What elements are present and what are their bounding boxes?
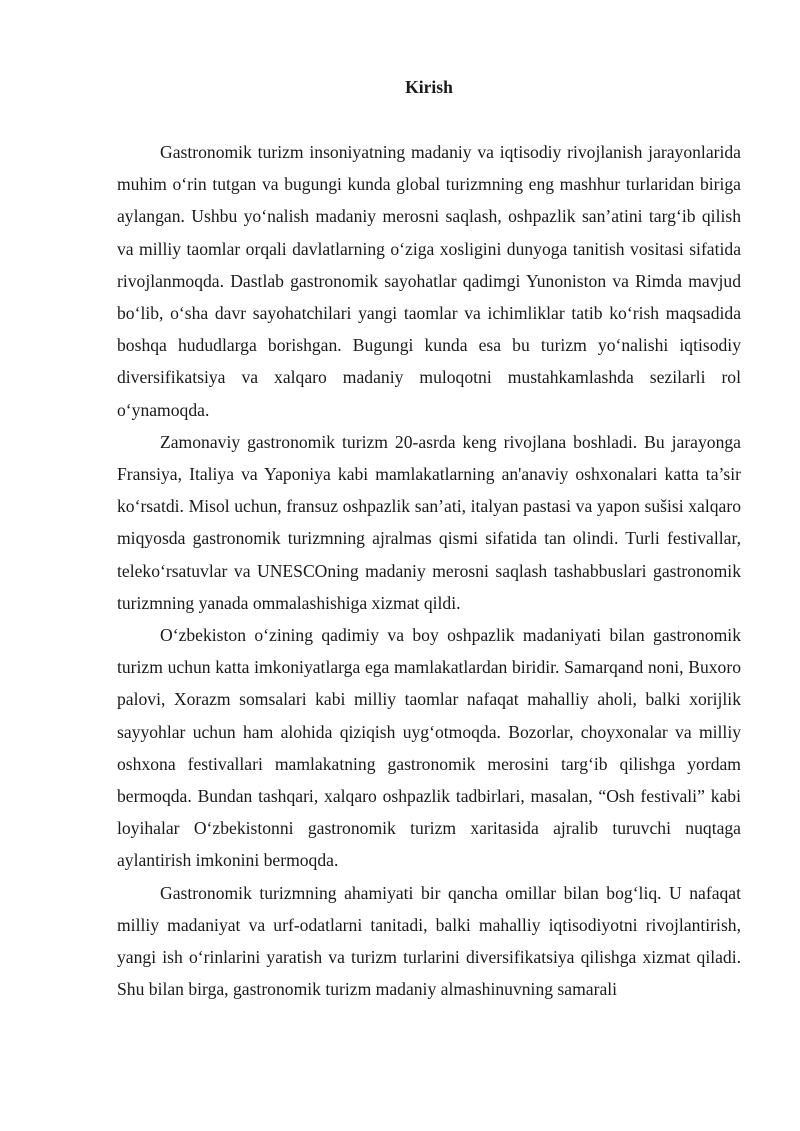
paragraph-importance: Gastronomik turizmning ahamiyati bir qancha omillar bilan bog‘liq. U nafaqat milliy madaniyat va urf-odatlarni tanitadi, balki mahalliy iqtisodiyotni rivojlantirish, yangi ish o‘rinlarini yaratish va turizm turlarini diversifikatsiya qilishga xizmat qiladi. Shu bilan birga, gastronomik turizm madaniy almashinuvning samarali [117, 882, 741, 1000]
paragraph-uzbekistan: O‘zbekiston o‘zining qadimiy va boy oshpazlik madaniyati bilan gastronomik turizm uchun katta imkoniyatlarga ega mamlakatlardan biridir. Samarqand noni, Buxoro palovi, Xorazm somsalari kabi milliy taomlar nafaqat mahalliy aholi, balki xorijlik sayyohlar uchun ham alohida qiziqish uyg‘otmoqda. Bozorlar, choyxonalar va milliy oshxona festivallari mamlakatning gastronomik merosini targ‘ib qilishga yordam bermoqda. Bundan tashqari, xalqaro oshpazlik tadbirlari, masalan, “Osh festivali” kabi loyihalar O‘zbekistonni gastronomik turizm xaritasida ajralib turuvchi nuqtaga aylantirish imkonini bermoqda. [117, 625, 741, 871]
paragraph-intro: Gastronomik turizm insoniyatning madaniy va iqtisodiy rivojlanish jarayonlarida muhim o‘rin tutgan va bugungi kunda global turizmning eng mashhur turlaridan biriga aylangan. Ushbu yo‘nalish madaniy merosni saqlash, oshpazlik san’atini targ‘ib qilish va milliy taomlar orqali davlatlarning o‘ziga xosligini dunyoga tanitish vositasi sifatida rivojlanmoqda. Dastlab gastronomik sayohatlar qadimgi Yunoniston va Rimda mavjud bo‘lib, o‘sha davr sayohatchilari yangi taomlar va ichimliklar tatib ko‘rish maqsadida boshqa hududlarga borishgan. Bugungi kunda esa bu turizm yo‘nalishi iqtisodiy diversifikatsiya va xalqaro madaniy muloqotni mustahkamlashda sezilarli rol o‘ynamoqda. [117, 142, 741, 420]
document-body [117, 136, 741, 1005]
paragraph-modern-tourism: Zamonaviy gastronomik turizm 20-asrda keng rivojlana boshladi. Bu jarayonga Fransiya, Italiya va Yaponiya kabi mamlakatlarning an'anaviy oshxonalari katta ta’sir ko‘rsatdi. Misol uchun, fransuz oshpazlik san’ati, italyan pastasi va yapon sušisi xalqaro miqyosda gastronomik turizmning ajralmas qismi sifatida tan olindi. Turli festivallar, teleko‘rsatuvlar va UNESCOning madaniy merosni saqlash tashabbuslari gastronomik turizmning yanada ommalashishiga xizmat qildi. [117, 431, 741, 613]
section-heading: Kirish [405, 77, 453, 97]
